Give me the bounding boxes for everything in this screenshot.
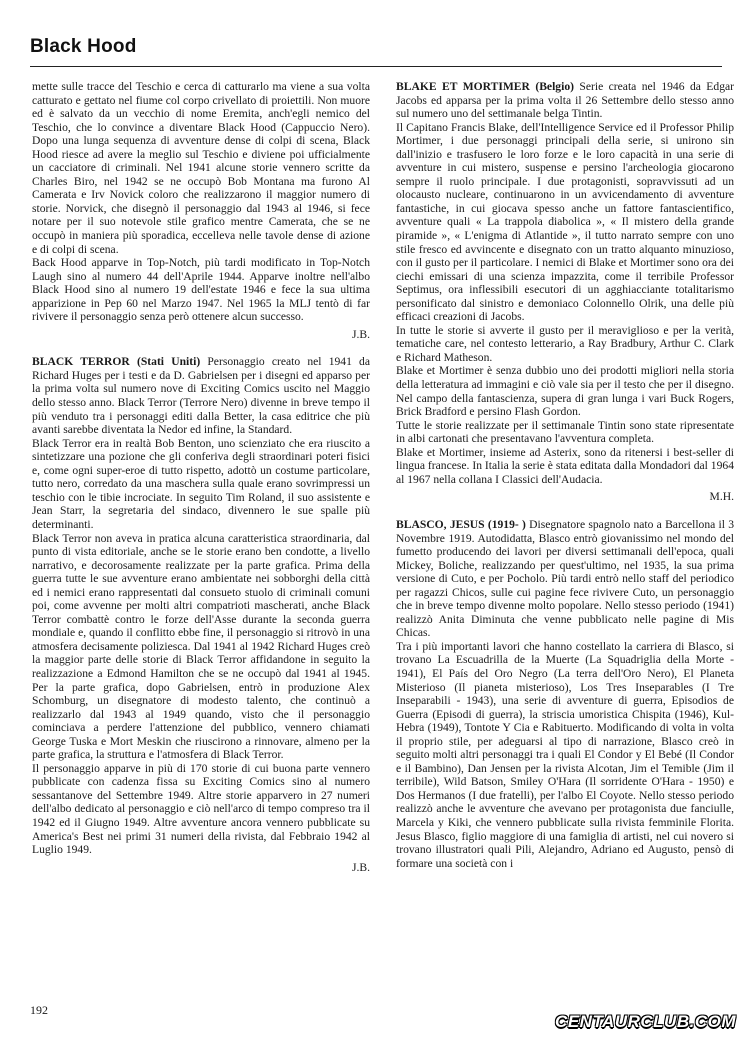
page-number: 192 bbox=[30, 1003, 48, 1017]
left-column bbox=[32, 80, 370, 874]
author-signature: J.B. bbox=[351, 327, 370, 341]
paragraph: Blake et Mortimer è senza dubbio uno dei prodotti migliori nella storia della letteratura ad immagini e ciò vale sia per il testo che per il disegno. Nel campo della fantascienza, supera di gran lunga i vari Buck Rogers, Brick Bradford e persino Flash Gordon. bbox=[396, 364, 734, 419]
paragraph: Tra i più importanti lavori che hanno costellato la carriera di Blasco, si trovano La Escuadrilla de la Muerte (La Squadriglia della Morte - 1941), El País del Oro Negro (La terra dell'Oro Nero), El Planeta Misterioso (Il pianeta misterioso), Los Tres Inseparables (I Tre Inseparabili - 1943), una serie di avventure di guerra, Episodios de Guerra (Episodi di guerra), la striscia umoristica Chispita (1946), Kul-Hebra (1949), Tontote Y Cia e Rabituerto. Modificando di volta in volta il proprio stile, per adeguarsi al tipo di narrazione, Blasco creò in seguito molti altri personaggi tra i quali El Condor y El Bebé (Il Condor e il Bambino), Dan Jensen per la rivista Alcotan, Jim el Temible (Jim il terribile), Wild Batson, Smiley O'Hara (Il sorridente O'Hara - 1950) e Dos Hermanos (I due fratelli), per l'albo El Coyote. Nello stesso periodo realizzò anche le avventure che avevano per protagonista due fanciulle, Marcela y Kiki, che vennero pubblicate sulla rivista femminile Florita. Jesus Blasco, figlio maggiore di una famiglia di artisti, nel cui novero si trovano illustratori quali Pili, Alejandro, Adriano ed Augusto, pensò di formare una società con i bbox=[396, 639, 734, 870]
paragraph: mette sulle tracce del Teschio e cerca di catturarlo ma viene a sua volta catturato e gettato nel fiume col corpo crivellato di proiettili. Non muore ed è salvato da un vecchio di nome Eremita, anch'egli nemico del Teschio, che lo convince a diventare Black Hood (Cappuccio Nero). Dopo una lunga sequenza di avventure dense di colpi di scena, Black Hood riesce ad avere la meglio sul Teschio e diviene poi ufficialmente un cacciatore di criminali. Nel 1941 alcune storie vennero scritte da Charles Biro, nel 1942 se ne occupò Bob Montana ma furono Al Camerata e Irv Novick coloro che realizzarono il maggior numero di storie. Norvick, che disegnò il personaggio dal 1943 al 1946, si fece notare per il suo notevole stile grafico mentre Camerata, che se ne occupò in maniera più sporadica, eccelleva nelle tavole dense di azione e di colpi di scena. bbox=[32, 80, 370, 256]
entry-text: Personaggio creato nel 1941 da Richard Huges per i testi e da D. Gabrielsen per i disegni ed apparso per la prima volta sul numero nove di Exciting Comics uscito nel Maggio dello stesso anno. Black Terror (Terrore Nero) divenne in breve tempo il più venduto tra i personaggi editi dalla Better, la casa editrice che più avanti sarebbe diventata la Nedor ed infine, la Standard. bbox=[32, 355, 370, 437]
entry-text: Serie creata nel 1946 da Edgar Jacobs ed apparsa per la prima volta il 26 Settembre dello stesso anno sul numero uno del settimanale belga Tintin. bbox=[396, 80, 734, 121]
entry-heading: BLAKE ET MORTIMER (Belgio) bbox=[396, 80, 574, 93]
entry-heading: BLASCO, JESUS (1919- ) bbox=[396, 517, 526, 531]
paragraph: In tutte le storie si avverte il gusto per il meraviglioso e per la verità, tematiche care, nel contesto letterario, a Ray Bradbury, Arthur C. Clark e Richard Matheson. bbox=[396, 323, 734, 364]
paragraph: Back Hood apparve in Top-Notch, più tardi modificato in Top-Notch Laugh sino al numero 44 dell'Aprile 1944. Apparve inoltre nell'albo Black Hood sino al numero 19 dell'estate 1946 e fece la sua ultima apparizione in Pep 60 nel Marzo 1947. Nel 1965 la MLJ tentò di far rivivere il personaggio senza però ottenere alcun successo. bbox=[32, 256, 370, 324]
entry-heading: BLACK TERROR (Stati Uniti) bbox=[32, 355, 201, 369]
paragraph: Tutte le storie realizzate per il settimanale Tintin sono state ripresentate in albi cartonati che presentavano l'avventura completa. bbox=[396, 418, 734, 446]
paragraph: Blake et Mortimer, insieme ad Asterix, sono da ritenersi i best-seller di lingua francese. In Italia la serie è stata editata dalla Mondadori dal 1964 al 1967 nella collana I Classici dell'Audacia. bbox=[396, 445, 734, 486]
paragraph: Black Terror era in realtà Bob Benton, uno scienziato che era riuscito a sintetizzare una pozione che gli conferiva degli straordinari poteri fisici e, come ogni super-eroe di tutto rispetto, adottò un costume particolare, tutto nero, corredato da una maschera sulla quale erano sovrimpressi un teschio con le tibie incrociate. In seguito Tim Roland, il suo assistente e Jean Starr, la segretaria del sindaco, divennero le sue spalle più determinanti. bbox=[32, 436, 370, 531]
paragraph: Il personaggio apparve in più di 170 storie di cui buona parte vennero pubblicate con cadenza fissa su Exciting Comics sino al numero sessantanove del Settembre 1949. Altre storie apparvero in 27 numeri dell'albo dedicato al personaggio e ciò nell'arco di tempo compreso tra il 1942 ed il Giugno 1949. Altre avventure ancora vennero pubblicate su America's Best nei primi 31 numeri della rivista, dal Febbraio 1942 al Luglio 1949. bbox=[32, 761, 370, 857]
entry-blake-et-mortimer bbox=[396, 80, 734, 121]
header-rule bbox=[30, 66, 722, 67]
entry-black-terror bbox=[32, 355, 370, 436]
entry-text: Disegnatore spagnolo nato a Barcellona il 3 Novembre 1919. Autodidatta, Blasco entrò giovanissimo nel mondo del fumetto producendo dei lavori per diversi settimanali dell'epoca, quali Mickey, Boliche, realizzando per quest'ultimo, nel 1935, la sua prima versione di Cuto, e per Pocholo. Più tardi entrò nello staff del periodico per ragazzi Chicos, sulle cui pagine fece rivivere Cuto, un personaggio che in breve tempo divenne molto popolare. Nello stesso periodo (1941) realizzò Anita Diminuta che venne pubblicato nelle pagine di Mis Chicas. bbox=[396, 517, 734, 640]
right-column bbox=[396, 80, 734, 870]
paragraph: Black Terror non aveva in pratica alcuna caratteristica straordinaria, dal punto di vista editoriale, anche se le storie erano ben condotte, a livello narrativo, e decorosamente realizzate per la parte grafica. Prima della guerra tutte le sue avventure erano ambientate nei sobborghi della città ed i nemici erano rappresentati dal consueto stuolo di criminali comuni poi, come avvenne per molti altri compatrioti mascherati, anche Black Terror combattè contro le forze dell'Asse durante la seconda guerra mondiale e, quando il conflitto ebbe fine, il personaggio si ritrovò in una atmosfera decisamente poliziesca. Dal 1941 al 1942 Richard Huges creò la maggior parte delle storie di Black Terror affidandone in seguito la realizzazione a Edmond Hamilton che se ne occupò dal 1941 al 1945. Per la parte grafica, dopo Gabrielsen, entrò in produzione Alex Schomburg, un disegnatore di modesto talento, che continuò a realizzarlo dal 1943 al 1949 quando, visto che il personaggio cominciava a perdere l'attenzione del pubblico, vennero chiamati George Tuska e Mort Meskin che riuscirono a rinnovare, almeno per la parte grafica, la struttura e l'atmosfera di Black Terror. bbox=[32, 531, 370, 762]
author-signature: J.B. bbox=[351, 860, 370, 874]
paragraph: Il Capitano Francis Blake, dell'Intelligence Service ed il Professor Philip Mortimer, i due personaggi principali della serie, si unirono sin dall'inizio e trasfusero le loro forze e le loro capacità in una serie di avventure in cui mistero, suspense e persino l'archeologia giocarono sempre il ruolo principale. I due protagonisti, sopravvissuti ad un olocausto nucleare, continuarono in un avvicendamento di avventure fantastiche, in cui giocava spesso anche un fattore fantascientifico, avventure quali « La trappola diabolica », « Il mistero della grande piramide », « L'enigma di Atlantide », il tutto narrato sempre con uno stile fresco ed avvincente e disegnato con un tratto alquanto minuzioso, con il gusto per il particolare. I nemici di Blake et Mortimer sono ora dei ciechi emissari di una scienza impazzita, come il terribile Professor Septimus, ora inflessibili esecutori di un agghiacciante totalitarismo personificato dal sinistro e demoniaco Colonnello Olrik, una delle più efficaci creazioni di Jacobs. bbox=[396, 120, 734, 324]
author-signature: M.H. bbox=[709, 490, 734, 504]
page-title: Black Hood bbox=[30, 36, 137, 57]
site-watermark: CENTAURCLUB.COM bbox=[555, 1012, 736, 1031]
entry-blasco-jesus bbox=[396, 518, 734, 640]
